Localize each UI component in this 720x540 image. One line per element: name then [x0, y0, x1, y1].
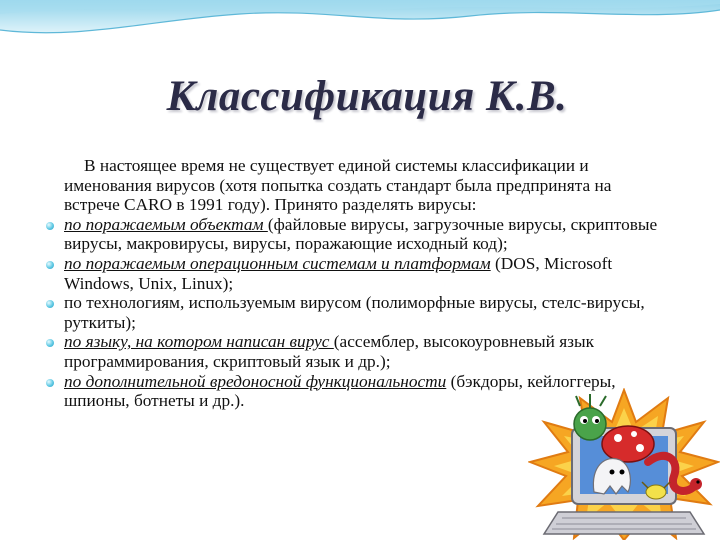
slide-body — [64, 156, 664, 411]
sphere-bullet-icon — [46, 222, 54, 230]
bullet-emphasis: по дополнительной вредоносной функциональности — [64, 371, 447, 391]
sphere-bullet-icon — [46, 379, 54, 387]
intro-paragraph: В настоящее время не существует единой системы классификации и именования вирусов (хотя попытка создать стандарт была предпринята на встрече CARO в 1991 году). Принято разделять вирусы: — [64, 156, 612, 215]
bullet-text: по технологиям, используемым вирусом (полиморфные вирусы, стелс-вирусы, руткиты); — [64, 293, 645, 332]
bullet-item-language — [64, 332, 664, 371]
bullet-emphasis: по поражаемым объектам — [64, 214, 268, 234]
bullet-item-platforms — [64, 254, 664, 293]
slide-title: Классификация К.В. — [166, 73, 568, 120]
sphere-bullet-icon — [46, 261, 54, 269]
virus-computer-clipart — [528, 388, 720, 540]
bullet-list — [64, 215, 664, 411]
bullet-text: (бэкдоры, кейлоггеры, шпионы, ботнеты и др.). — [64, 371, 616, 411]
bullet-item-technologies — [64, 293, 664, 332]
sphere-bullet-icon — [46, 339, 54, 347]
bullet-text: (DOS, Microsoft Windows, Unix, Linux); — [64, 253, 613, 293]
sphere-bullet-icon — [46, 300, 54, 308]
bullet-emphasis: по языку, на котором написан вирус — [64, 332, 334, 352]
bullet-emphasis: по поражаемым операционным системам и платформам — [64, 253, 491, 273]
bullet-text: (ассемблер, высокоуровневый язык программирования, скриптовый язык и др.); — [64, 332, 595, 371]
bullet-text: (файловые вирусы, загрузочные вирусы, скриптовые вирусы, макровирусы, вирусы, поражающие исходный код); — [64, 214, 658, 254]
bullet-item-objects — [64, 215, 664, 254]
header-wave-decoration — [0, 0, 720, 60]
